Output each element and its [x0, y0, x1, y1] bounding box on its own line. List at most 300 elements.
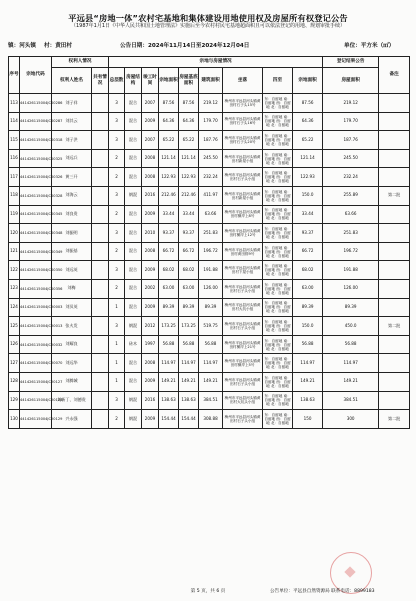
cell-reg-land-area: 121.14	[293, 149, 323, 168]
cell-owner: 刘耀良	[52, 335, 92, 354]
cell-reg-land-area: 33.44	[293, 205, 323, 224]
cell-owner: 刘远英	[52, 261, 92, 280]
date-range: 公告日期：2024年11月14日至2024年12月04日	[120, 43, 250, 49]
cell-land-area: 212.46	[159, 186, 179, 205]
cell-building-area: 191.88	[199, 261, 223, 280]
cell-boundary: 东：自留地 南：自留地 西：自留地 北：自留地	[263, 335, 293, 354]
cell-base-area: 63.00	[179, 279, 199, 298]
cell-structure: 混合	[125, 112, 142, 131]
cell-land-area: 68.02	[159, 261, 179, 280]
cell-reg-land-area: 64.36	[293, 112, 323, 131]
cell-land-area: 154.44	[159, 410, 179, 429]
cell-seq: 124	[9, 298, 20, 317]
cell-code: 441426115004JC00349	[20, 242, 52, 261]
cell-boundary: 东：自留地 南：自留地 西：自留地 北：自留地	[263, 242, 293, 261]
cell-structure: 混合	[125, 205, 142, 224]
cell-location: 梅州市平远县河头镇黄田村横岸上12号	[223, 224, 263, 243]
cell-code: 441426115004JC20013	[20, 317, 52, 336]
cell-reg-house-area: 232.24	[323, 168, 379, 187]
cell-remark	[379, 242, 410, 261]
cell-reg-land-area: 68.02	[293, 261, 323, 280]
meta-line	[8, 41, 408, 51]
col-land-area: 宗地面积	[159, 68, 179, 94]
cell-location: 梅州市平远县河头镇黄田村石子头小组	[223, 279, 263, 298]
cell-floors: 3	[109, 112, 125, 131]
cell-remark: 第二批	[379, 186, 410, 205]
cell-boundary: 东：自留地 南：自留地 西：自留地 北：自留地	[263, 224, 293, 243]
registration-table	[8, 56, 410, 429]
cell-year: 2008	[142, 354, 159, 373]
cell-boundary: 东：自留地 南：自留地 西：自留地 北：自留地	[263, 298, 293, 317]
cell-owner: 刘新丁、刘德贵	[52, 391, 92, 410]
cell-reg-land-area: 122.93	[293, 168, 323, 187]
cell-reg-land-area: 93.37	[293, 224, 323, 243]
cell-seq: 113	[9, 94, 20, 113]
cell-land-area: 66.72	[159, 242, 179, 261]
cell-year: 2002	[142, 279, 159, 298]
table-row	[9, 354, 410, 373]
cell-building-area: 245.50	[199, 149, 223, 168]
cell-structure: 混合	[125, 298, 142, 317]
cell-location: 梅州市平远县河头镇黄田村石子头小组	[223, 168, 263, 187]
col-co-owner: 共有情况	[92, 68, 109, 94]
cell-floors: 3	[109, 186, 125, 205]
cell-base-area: 33.44	[179, 205, 199, 224]
cell-structure: 混合	[125, 261, 142, 280]
cell-seq: 123	[9, 279, 20, 298]
cell-boundary: 东：自留地 南：自留地 西：自留地 北：自留地	[263, 317, 293, 336]
cell-code: 441426115004JC20127	[20, 372, 52, 391]
col-code: 宗地代码	[20, 57, 52, 94]
cell-floors: 3	[109, 131, 125, 150]
table-row	[9, 131, 410, 150]
cell-structure: 钢混	[125, 186, 142, 205]
cell-reg-house-area: 196.72	[323, 242, 379, 261]
cell-co-owner	[92, 112, 109, 131]
cell-remark	[379, 168, 410, 187]
cell-boundary: 东：自留地 南：自留地 西：自留地 北：自留地	[263, 261, 293, 280]
cell-base-area: 122.93	[179, 168, 199, 187]
cell-seq: 127	[9, 354, 20, 373]
cell-owner: 刘远华	[52, 354, 92, 373]
cell-seq: 116	[9, 149, 20, 168]
cell-reg-land-area: 150	[293, 410, 323, 429]
cell-owner: 刘远兵	[52, 149, 92, 168]
cell-land-area: 121.14	[159, 149, 179, 168]
cell-reg-house-area: 450.0	[323, 317, 379, 336]
table-row	[9, 317, 410, 336]
cell-base-area: 154.44	[179, 410, 199, 429]
cell-building-area: 89.39	[199, 298, 223, 317]
cell-reg-land-area: 87.56	[293, 94, 323, 113]
cell-floors: 2	[109, 242, 125, 261]
cell-reg-house-area: 179.70	[323, 112, 379, 131]
cell-land-area: 149.21	[159, 372, 179, 391]
cell-seq: 121	[9, 242, 20, 261]
cell-reg-house-area: 255.89	[323, 186, 379, 205]
cell-boundary: 东：自留地 南：自留地 西：自留地 北：自留地	[263, 112, 293, 131]
col-year: 竣工时间	[142, 68, 159, 94]
cell-year: 2010	[142, 224, 159, 243]
cell-structure: 混合	[125, 94, 142, 113]
table-row	[9, 242, 410, 261]
cell-owner: 刘振明	[52, 224, 92, 243]
cell-co-owner	[92, 205, 109, 224]
cell-co-owner	[92, 279, 109, 298]
cell-year: 2009	[142, 112, 159, 131]
cell-floors: 1	[109, 372, 125, 391]
cell-location: 梅州市平远县河头镇黄田村石子头小组	[223, 410, 263, 429]
page-title: 平远县“房地一体”农村宅基地和集体建设用地使用权及房屋所有权登记公告	[68, 13, 348, 23]
cell-seq: 119	[9, 205, 20, 224]
cell-land-area: 138.63	[159, 391, 179, 410]
cell-code: 441426115004JC20070	[20, 354, 52, 373]
cell-location: 梅州市平远县河头镇黄田村石子头小组	[223, 372, 263, 391]
cell-seq: 125	[9, 317, 20, 336]
town-label: 镇：河头镇	[8, 43, 36, 49]
cell-co-owner	[92, 94, 109, 113]
cell-structure: 钢混	[125, 317, 142, 336]
cell-reg-house-area: 114.97	[323, 354, 379, 373]
cell-code: 441426115004JC00287	[20, 112, 52, 131]
cell-floors: 3	[109, 224, 125, 243]
cell-owner: 刘梅	[52, 279, 92, 298]
cell-land-area: 56.88	[159, 335, 179, 354]
cell-location: 梅州市平远县河头镇黄田村新屋小组	[223, 186, 263, 205]
cell-code: 441426115004JC20129	[20, 410, 52, 429]
cell-remark	[379, 261, 410, 280]
cell-co-owner	[92, 186, 109, 205]
cell-code: 441426115004JC00345	[20, 205, 52, 224]
cell-structure: 混合	[125, 372, 142, 391]
cell-reg-land-area: 66.72	[293, 242, 323, 261]
cell-base-area: 56.88	[179, 335, 199, 354]
cell-remark: 第二批	[379, 410, 410, 429]
cell-owner: 刘其云	[52, 112, 92, 131]
cell-floors: 2	[109, 149, 125, 168]
cell-seq: 120	[9, 224, 20, 243]
cell-seq: 118	[9, 186, 20, 205]
cell-reg-land-area: 63.00	[293, 279, 323, 298]
cell-structure: 钢混	[125, 391, 142, 410]
cell-land-area: 173.25	[159, 317, 179, 336]
col-total-floors: 总层数	[109, 68, 125, 94]
cell-reg-land-area: 150.0	[293, 186, 323, 205]
cell-location: 梅州市平远县河头镇黄田村横岸上8号	[223, 205, 263, 224]
cell-base-area: 66.72	[179, 242, 199, 261]
cell-year: 2009	[142, 298, 159, 317]
cell-year: 2008	[142, 168, 159, 187]
contact-info: 公告单位：平远县自然资源局 联系电话：8899183	[270, 589, 375, 594]
table-row	[9, 372, 410, 391]
village-label: 村：黄田村	[44, 43, 72, 49]
table-row	[9, 298, 410, 317]
cell-reg-house-area: 56.88	[323, 335, 379, 354]
cell-reg-house-area: 63.66	[323, 205, 379, 224]
col-base-area: 房屋基底面积	[179, 68, 199, 94]
cell-floors: 3	[109, 261, 125, 280]
table-row	[9, 410, 410, 429]
cell-reg-house-area: 187.76	[323, 131, 379, 150]
cell-remark: 第二批	[379, 317, 410, 336]
cell-reg-house-area: 300	[323, 410, 379, 429]
cell-co-owner	[92, 354, 109, 373]
col-reg-group: 登记结果公告	[323, 57, 379, 68]
col-location: 坐落	[223, 68, 263, 94]
cell-year: 2009	[142, 261, 159, 280]
cell-remark	[379, 298, 410, 317]
cell-remark	[379, 354, 410, 373]
cell-base-area: 173.25	[179, 317, 199, 336]
cell-base-area: 87.56	[179, 94, 199, 113]
cell-building-area: 149.21	[199, 372, 223, 391]
cell-boundary: 东：自留地 南：自留地 西：自留地 北：自留地	[263, 372, 293, 391]
table-row	[9, 186, 410, 205]
cell-code: 441426115004JC20032	[20, 335, 52, 354]
cell-land-area: 33.44	[159, 205, 179, 224]
cell-structure: 混合	[125, 242, 142, 261]
cell-co-owner	[92, 149, 109, 168]
cell-year: 2016	[142, 186, 159, 205]
cell-owner: 兴永强	[52, 410, 92, 429]
cell-year: 2008	[142, 242, 159, 261]
cell-location: 梅州市平远县河头镇黄田村横岸上5号	[223, 354, 263, 373]
cell-code: 441426115004JC00350	[20, 261, 52, 280]
table-row	[9, 149, 410, 168]
cell-owner: 黄三开	[52, 168, 92, 187]
page-subtitle: （1987年1月1日《中华人民共和国土地管理法》实施后至今农村村民宅基地超面积且可以依法登记的用地、规划审批手续）	[70, 23, 346, 29]
cell-reg-land-area: 65.22	[293, 131, 323, 150]
col-owner-name: 权利人姓名	[52, 68, 92, 94]
cell-structure: 混合	[125, 279, 142, 298]
cell-floors: 1	[109, 335, 125, 354]
cell-location: 梅州市平远县河头镇黄田村大坑头小组	[223, 391, 263, 410]
cell-seq: 117	[9, 168, 20, 187]
page-number: 第 5 页，共 6 页	[190, 589, 226, 594]
cell-owner: 刘海云	[52, 186, 92, 205]
cell-owner: 刘子洪	[52, 131, 92, 150]
cell-co-owner	[92, 317, 109, 336]
cell-boundary: 东：自留地 南：自留地 西：自留地 北：自留地	[263, 94, 293, 113]
col-structure: 房屋结构	[125, 68, 142, 94]
cell-year: 2016	[142, 391, 159, 410]
unit-label: 单位：平方米（㎡）	[344, 43, 395, 49]
cell-building-area: 126.00	[199, 279, 223, 298]
cell-owner: 刘子祥	[52, 94, 92, 113]
cell-remark	[379, 372, 410, 391]
cell-boundary: 东：自留地 南：自留地 西：自留地 北：自留地	[263, 205, 293, 224]
cell-base-area: 138.63	[179, 391, 199, 410]
cell-building-area: 196.72	[199, 242, 223, 261]
cell-boundary: 东：自留地 南：自留地 西：自留地 北：自留地	[263, 131, 293, 150]
cell-owner: 刘振基	[52, 242, 92, 261]
cell-base-area: 65.22	[179, 131, 199, 150]
cell-floors: 1	[109, 354, 125, 373]
cell-year: 2007	[142, 94, 159, 113]
cell-structure: 砖木	[125, 335, 142, 354]
cell-co-owner	[92, 372, 109, 391]
cell-base-area: 68.02	[179, 261, 199, 280]
col-owner-group: 权利人情况	[52, 57, 109, 68]
cell-code: 441426115004JC00286	[20, 94, 52, 113]
cell-reg-house-area: 149.21	[323, 372, 379, 391]
col-building-area: 建筑面积	[199, 68, 223, 94]
table-row	[9, 224, 410, 243]
cell-location: 梅州市平远县河头镇黄田村石子头16号	[223, 112, 263, 131]
cell-remark	[379, 149, 410, 168]
cell-reg-house-area: 191.88	[323, 261, 379, 280]
col-seq: 序号	[9, 57, 20, 94]
cell-building-area: 114.97	[199, 354, 223, 373]
cell-floors: 3	[109, 317, 125, 336]
cell-structure: 钢混	[125, 410, 142, 429]
cell-land-area: 114.97	[159, 354, 179, 373]
cell-remark	[379, 391, 410, 410]
cell-remark	[379, 335, 410, 354]
cell-floors: 2	[109, 168, 125, 187]
cell-co-owner	[92, 168, 109, 187]
cell-base-area: 93.37	[179, 224, 199, 243]
cell-base-area: 149.21	[179, 372, 199, 391]
cell-location: 梅州市平远县河头镇黄田村石子头15号	[223, 94, 263, 113]
cell-building-area: 179.70	[199, 112, 223, 131]
cell-year: 2012	[142, 317, 159, 336]
cell-location: 梅州市平远县河头镇黄田村石子头20号	[223, 131, 263, 150]
cell-code: 441426115004JC00328	[20, 186, 52, 205]
col-remark: 备注	[379, 57, 410, 94]
table-row	[9, 261, 410, 280]
cell-code: 441426115004JC00356	[20, 279, 52, 298]
table-row	[9, 168, 410, 187]
cell-year: 1997	[142, 335, 159, 354]
cell-boundary: 东：自留地 南：自留地 西：自留地 北：自留地	[263, 410, 293, 429]
table-row	[9, 205, 410, 224]
cell-code: 441426115004JC00326	[20, 168, 52, 187]
cell-reg-house-area: 219.12	[323, 94, 379, 113]
table-row	[9, 112, 410, 131]
cell-land-area: 93.37	[159, 224, 179, 243]
cell-reg-land-area: 138.63	[293, 391, 323, 410]
cell-base-area: 212.46	[179, 186, 199, 205]
table-row	[9, 279, 410, 298]
cell-building-area: 187.76	[199, 131, 223, 150]
cell-remark	[379, 94, 410, 113]
table-row	[9, 335, 410, 354]
cell-base-area: 64.36	[179, 112, 199, 131]
cell-owner: 刘贝英	[52, 298, 92, 317]
cell-year: 2009	[142, 372, 159, 391]
cell-reg-land-area: 150.0	[293, 317, 323, 336]
cell-base-area: 89.39	[179, 298, 199, 317]
cell-co-owner	[92, 224, 109, 243]
cell-land-area: 122.93	[159, 168, 179, 187]
cell-location: 梅州市平远县河头镇黄田村新屋小组	[223, 149, 263, 168]
cell-year: 2009	[142, 205, 159, 224]
cell-co-owner	[92, 131, 109, 150]
cell-floors: 3	[109, 391, 125, 410]
cell-building-area: 251.83	[199, 224, 223, 243]
cell-code: 441426115004JC00348	[20, 224, 52, 243]
cell-reg-house-area: 245.50	[323, 149, 379, 168]
table-row	[9, 94, 410, 113]
cell-structure: 混合	[125, 168, 142, 187]
cell-remark	[379, 205, 410, 224]
cell-year: 2009	[142, 410, 159, 429]
cell-seq: 126	[9, 335, 20, 354]
table-row	[9, 391, 410, 410]
cell-base-area: 114.97	[179, 354, 199, 373]
cell-location: 梅州市平远县河头镇黄田村横岸上21号	[223, 335, 263, 354]
col-boundary: 四至	[263, 68, 293, 94]
cell-reg-house-area: 251.83	[323, 224, 379, 243]
cell-boundary: 东：自留地 南：自留地 西：自留地 北：自留地	[263, 168, 293, 187]
cell-structure: 混合	[125, 224, 142, 243]
cell-code: 441426115004JC00325	[20, 149, 52, 168]
cell-boundary: 东：自留地 南：自留地 西：自留地 北：自留地	[263, 354, 293, 373]
cell-floors: 2	[109, 410, 125, 429]
cell-floors: 3	[109, 94, 125, 113]
cell-building-area: 384.51	[199, 391, 223, 410]
cell-reg-land-area: 56.88	[293, 335, 323, 354]
cell-boundary: 东：自留地 南：自留地 西：自留地 北：自留地	[263, 149, 293, 168]
cell-land-area: 63.00	[159, 279, 179, 298]
cell-co-owner	[92, 261, 109, 280]
cell-code: 441426115004JC20003	[20, 298, 52, 317]
cell-structure: 混合	[125, 354, 142, 373]
cell-building-area: 219.12	[199, 94, 223, 113]
cell-reg-house-area: 89.39	[323, 298, 379, 317]
cell-land-area: 65.22	[159, 131, 179, 150]
col-reg-land-area: 宗地面积	[293, 68, 323, 94]
cell-remark	[379, 224, 410, 243]
cell-reg-house-area: 126.00	[323, 279, 379, 298]
cell-co-owner	[92, 242, 109, 261]
cell-reg-land-area: 114.97	[293, 354, 323, 373]
cell-building-area: 63.66	[199, 205, 223, 224]
cell-seq: 130	[9, 410, 20, 429]
cell-floors: 2	[109, 279, 125, 298]
cell-building-area: 519.75	[199, 317, 223, 336]
cell-co-owner	[92, 391, 109, 410]
cell-location: 梅州市平远县河头镇黄田村石子头小组	[223, 317, 263, 336]
cell-seq: 115	[9, 131, 20, 150]
cell-building-area: 232.24	[199, 168, 223, 187]
cell-remark	[379, 279, 410, 298]
cell-co-owner	[92, 298, 109, 317]
cell-remark	[379, 112, 410, 131]
cell-remark	[379, 131, 410, 150]
cell-seq: 128	[9, 372, 20, 391]
cell-year: 2007	[142, 131, 159, 150]
cell-floors: 1	[109, 298, 125, 317]
cell-reg-house-area: 384.51	[323, 391, 379, 410]
cell-co-owner	[92, 410, 109, 429]
cell-floors: 2	[109, 205, 125, 224]
cell-land-area: 89.39	[159, 298, 179, 317]
cell-location: 梅州市平远县河头镇黄田村大坑小组	[223, 298, 263, 317]
cell-base-area: 121.14	[179, 149, 199, 168]
col-land-group: 宗地与房屋情况	[109, 57, 323, 68]
cell-seq: 114	[9, 112, 20, 131]
cell-land-area: 64.36	[159, 112, 179, 131]
cell-structure: 混合	[125, 131, 142, 150]
cell-building-area: 56.88	[199, 335, 223, 354]
cell-seq: 122	[9, 261, 20, 280]
cell-code: 441426115004JC00318	[20, 131, 52, 150]
cell-structure: 混合	[125, 149, 142, 168]
col-reg-house-area: 房屋面积	[323, 68, 379, 94]
cell-year: 2008	[142, 149, 159, 168]
